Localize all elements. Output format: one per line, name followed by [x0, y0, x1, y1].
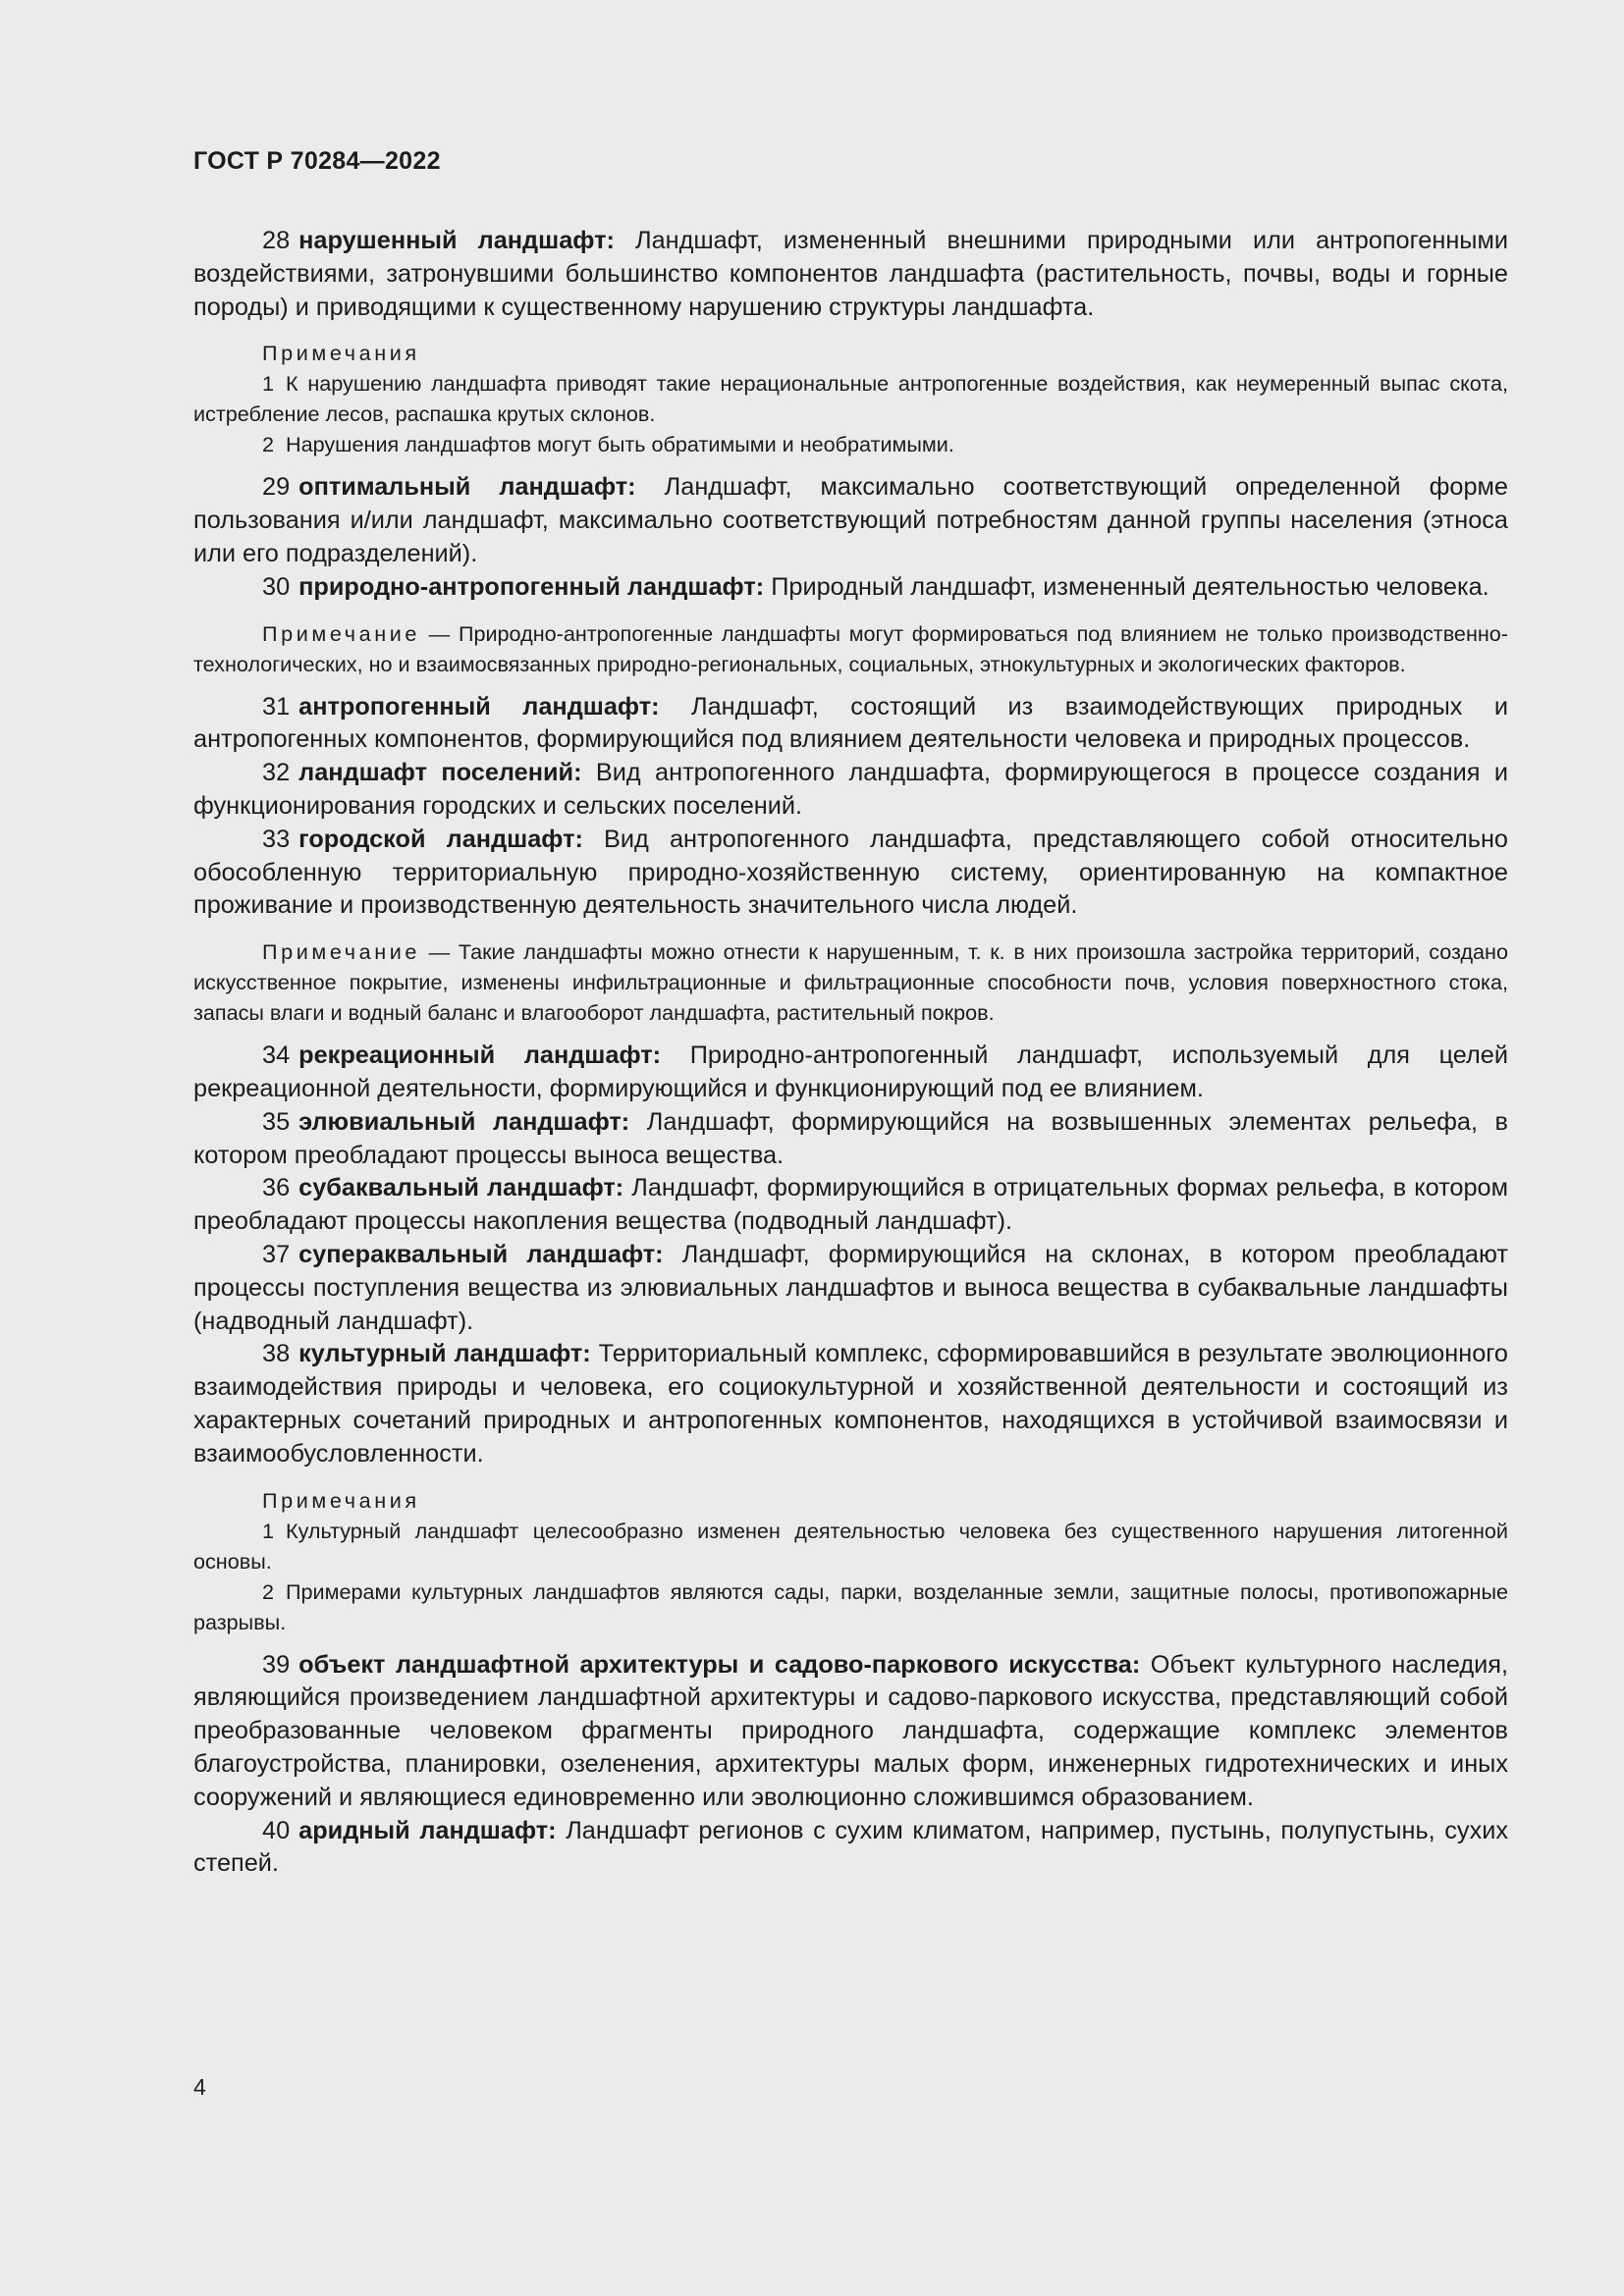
term-name: аридный ландшафт: [298, 1816, 557, 1844]
note-38 [193, 1485, 1508, 1637]
note-item-text: Нарушения ландшафтов могут быть обратимыми и необратимыми. [286, 432, 954, 457]
term-31 [193, 691, 1508, 758]
term-28 [193, 225, 1508, 324]
term-name: культурный ландшафт: [298, 1340, 591, 1368]
note-item-number: 2 [262, 432, 275, 457]
term-definition: Объект культурного наследия, являющийся произведением ландшафтной архитектуры и садово-паркового искусства, представляющий собой преобразованные человеком фрагменты природного ландшафта, содержащие комплекс элементов благоустройства, планировки, озеленения, архитектуры малых форм, инженерных гидротехнических и иных сооружений и являющиеся единовременно или эволюционно сложившимся образованием. [193, 1650, 1508, 1811]
note-heading: Примечания [262, 341, 420, 366]
note-label: Примечание [262, 620, 420, 646]
term-number: 37 [262, 1240, 291, 1268]
term-name: рекреационный ландшафт: [298, 1041, 662, 1070]
term-name: объект ландшафтной архитектуры и садово-паркового искусства: [298, 1650, 1141, 1679]
note-item-number: 1 [262, 1518, 275, 1543]
term-37 [193, 1239, 1508, 1338]
term-name: нарушенный ландшафт: [298, 227, 615, 254]
term-definition: Вид антропогенного ландшафта, представляющего собой относительно обособленную территориальную природно-хозяйственную систему, ориентированную на компактное проживание и производственную деятельность значительного числа людей. [193, 825, 1508, 920]
note-item [193, 429, 1508, 459]
term-definition: Природный ландшафт, измененный деятельностью человека. [764, 572, 1489, 601]
term-number: 39 [262, 1650, 291, 1679]
term-32 [193, 757, 1508, 824]
term-number: 31 [262, 692, 291, 721]
note-heading: Примечания [262, 1487, 420, 1513]
term-29 [193, 471, 1508, 570]
term-38 [193, 1338, 1508, 1470]
term-36 [193, 1172, 1508, 1239]
term-name: ландшафт поселений: [298, 759, 582, 787]
term-30 [193, 571, 1508, 605]
note-item-number: 2 [262, 1578, 275, 1604]
note-label: Примечание [262, 939, 420, 965]
term-34 [193, 1040, 1508, 1106]
term-definition: Территориальный комплекс, сформировавшийся в результате эволюционного взаимодействия природы и человека, его социокультурной и хозяйственной деятельности и состоящий из характерных сочетаний природных и антропогенных компонентов, находящихся в устойчивой взаимосвязи и взаимообусловленности. [193, 1340, 1508, 1468]
term-number: 38 [262, 1340, 291, 1368]
note-item [193, 1576, 1508, 1637]
term-number: 29 [262, 473, 291, 502]
term-number: 34 [262, 1041, 291, 1070]
term-name: оптимальный ландшафт: [298, 473, 636, 502]
term-number: 40 [262, 1816, 291, 1844]
term-definition: Вид антропогенного ландшафта, формирующегося в процессе создания и функционирования городских и сельских поселений. [193, 759, 1508, 820]
note-item [193, 368, 1508, 429]
note-single [193, 936, 1508, 1028]
term-name: антропогенный ландшафт: [298, 692, 660, 721]
term-number: 28 [262, 227, 291, 254]
note-item-text: К нарушению ландшафта приводят такие нерациональные антропогенные воздействия, как неумеренный выпас скота, истребление лесов, распашка крутых склонов. [193, 371, 1508, 427]
term-33 [193, 824, 1508, 923]
document-header: ГОСТ Р 70284—2022 [193, 147, 441, 175]
term-definition: Ландшафт, формирующийся на склонах, в котором преобладают процессы поступления вещества из элювиальных ландшафтов и выноса вещества в субаквальные ландшафты (надводный ландшафт). [193, 1240, 1508, 1335]
term-number: 32 [262, 759, 291, 787]
term-name: природно-антропогенный ландшафт: [298, 572, 765, 601]
term-number: 36 [262, 1174, 291, 1202]
note-item-number: 1 [262, 371, 275, 397]
note-33 [193, 936, 1508, 1028]
note-text: — Природно-антропогенные ландшафты могут формироваться под влиянием не только производственно-технологических, но и взаимосвязанных природно-региональных, социальных, этнокультурных и экологических факторов. [193, 620, 1508, 676]
note-item-text: Культурный ландшафт целесообразно изменен деятельностью человека без существенного нарушения литогенной основы. [193, 1518, 1508, 1574]
term-39 [193, 1649, 1508, 1815]
term-number: 35 [262, 1107, 291, 1136]
page-number: 4 [193, 2074, 206, 2100]
note-item [193, 1516, 1508, 1576]
term-definition: Ландшафт, формирующийся на возвышенных элементах рельефа, в котором преобладают процессы выноса вещества. [193, 1107, 1508, 1169]
note-single [193, 618, 1508, 679]
note-item-text: Примерами культурных ландшафтов являются сады, парки, возделанные земли, защитные полосы, противопожарные разрывы. [193, 1578, 1508, 1634]
document-body [193, 225, 1508, 1881]
term-35 [193, 1106, 1508, 1173]
term-name: городской ландшафт: [298, 825, 583, 853]
note-text: — Такие ландшафты можно отнести к нарушенным, т. к. в них произошла застройка территорий, создано искусственное покрытие, изменены инфильтрационные и фильтрационные способности почв, условия поверхностного стока, запасы влаги и водный баланс и влагооборот ландшафта, растительный покров. [193, 939, 1508, 1026]
term-definition: Ландшафт, состоящий из взаимодействующих природных и антропогенных компонентов, формирующийся под влиянием деятельности человека и природных процессов. [193, 692, 1508, 754]
term-number: 30 [262, 572, 291, 601]
term-40 [193, 1815, 1508, 1882]
term-name: субаквальный ландшафт: [298, 1174, 624, 1202]
note-30 [193, 618, 1508, 679]
term-name: элювиальный ландшафт: [298, 1107, 630, 1136]
term-definition: Природно-антропогенный ландшафт, используемый для целей рекреационной деятельности, формирующийся и функционирующий под ее влиянием. [193, 1041, 1508, 1102]
note-28 [193, 338, 1508, 459]
term-definition: Ландшафт регионов с сухим климатом, например, пустынь, полупустынь, сухих степей. [193, 1816, 1508, 1878]
term-definition: Ландшафт, максимально соответствующий определенной форме пользования и/или ландшафт, максимально соответствующий потребностям данной группы населения (этноса или его подразделений). [193, 473, 1508, 567]
term-definition: Ландшафт, формирующийся в отрицательных формах рельефа, в котором преобладают процессы накопления вещества (подводный ландшафт). [193, 1174, 1509, 1236]
term-name: супераквальный ландшафт: [298, 1240, 664, 1268]
term-definition: Ландшафт, измененный внешними природными или антропогенными воздействиями, затронувшими большинство компонентов ландшафта (растительность, почвы, воды и горные породы) и приводящими к существенному нарушению структуры ландшафта. [193, 227, 1508, 321]
term-number: 33 [262, 825, 291, 853]
